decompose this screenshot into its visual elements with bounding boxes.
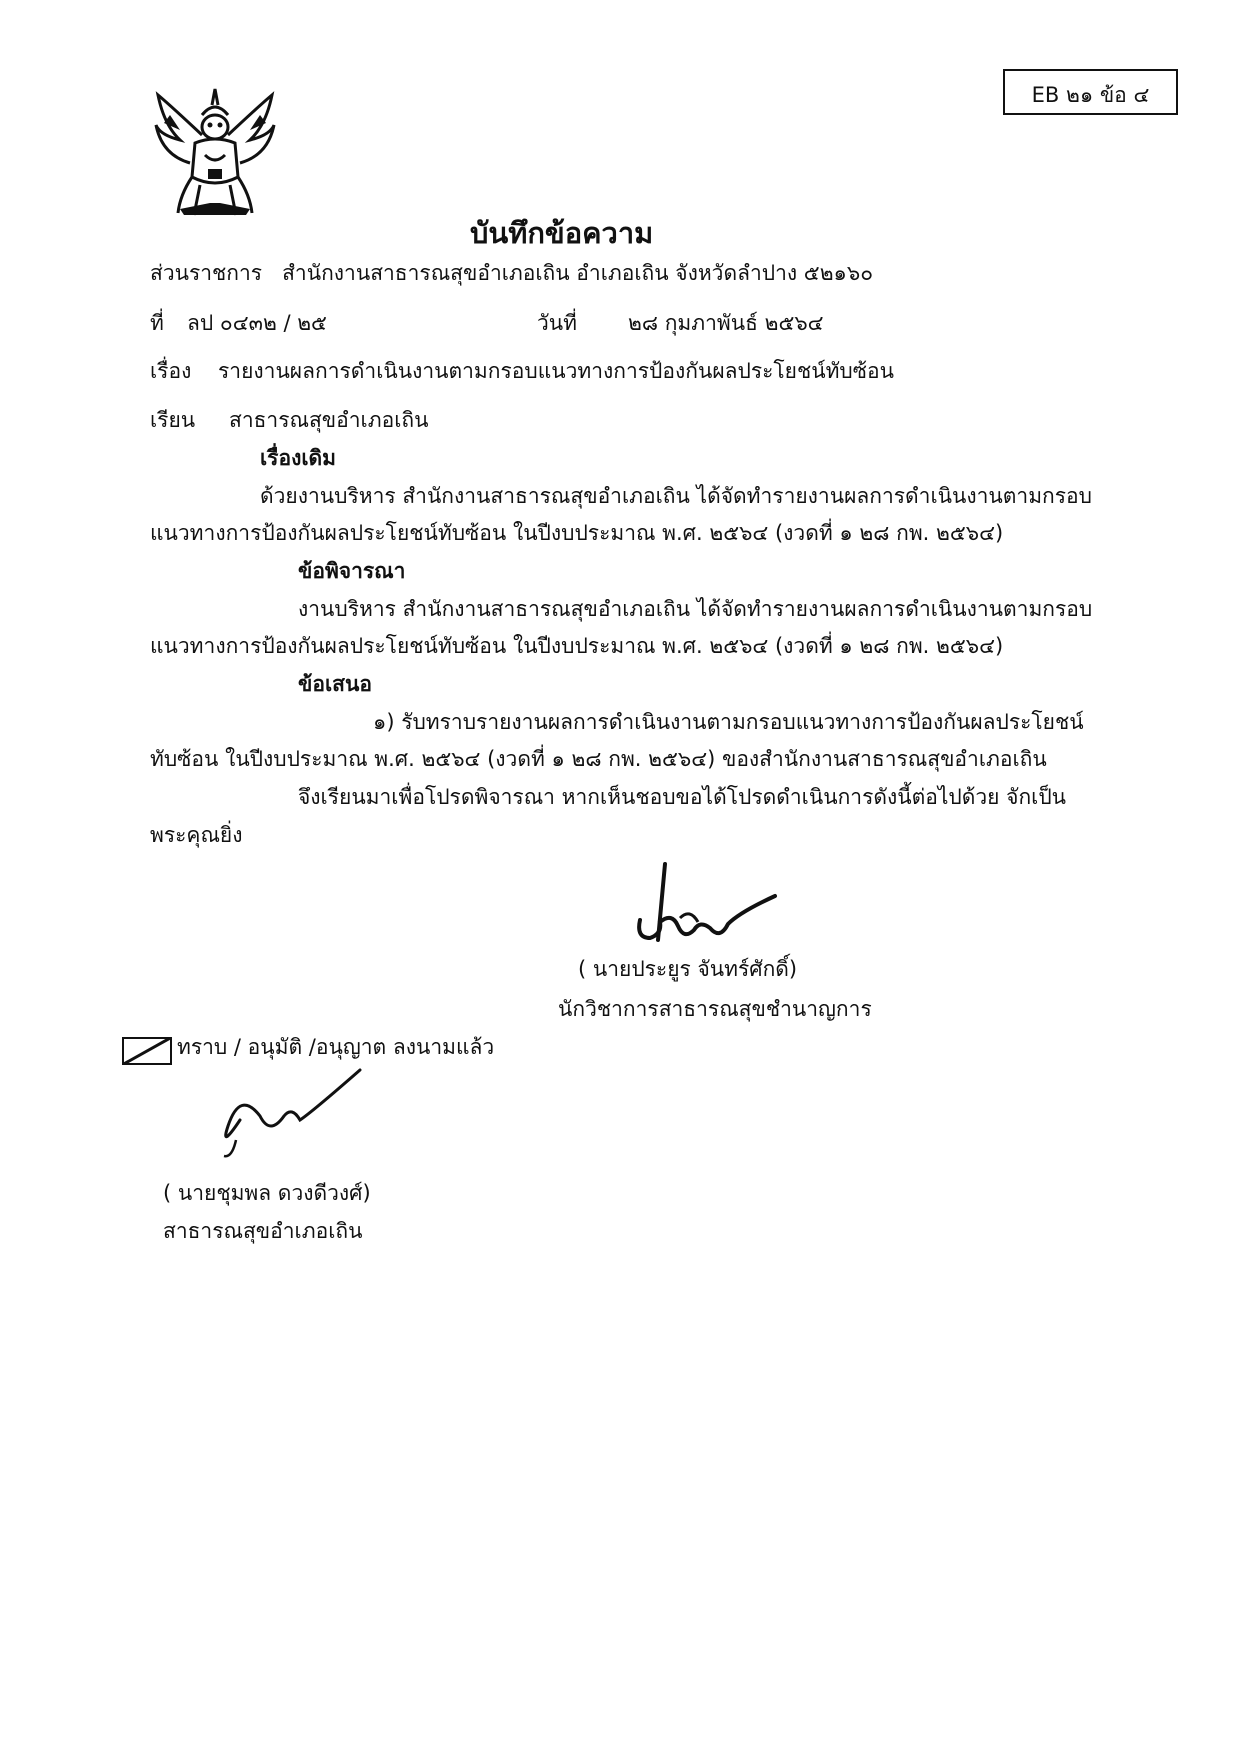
to-label: เรียน (150, 408, 196, 432)
approver-name: ( นายชุมพล ดวงดีวงศ์) (163, 1181, 371, 1205)
proposal-heading: ข้อเสนอ (298, 672, 372, 696)
signer-position: นักวิชาการสาธารณสุขชำนาญการ (558, 997, 872, 1021)
checkmark-icon (122, 1037, 172, 1065)
approval-checkbox[interactable] (122, 1037, 172, 1065)
consideration-heading: ข้อพิจารณา (298, 559, 406, 583)
agency-label: ส่วนราชการ (150, 261, 263, 285)
subject-label: เรื่อง (150, 359, 192, 383)
proposal-line-1: ๑) รับทราบรายงานผลการดำเนินงานตามกรอบแนวทางการป้องกันผลประโยชน์ (373, 710, 1084, 734)
signer-signature (610, 860, 780, 955)
approver-signature (200, 1040, 370, 1160)
consideration-line-1: งานบริหาร สำนักงานสาธารณสุขอำเภอเถิน ได้จัดทำรายงานผลการดำเนินงานตามกรอบ (298, 597, 1093, 621)
proposal-line-2: ทับซ้อน ในปีงบประมาณ พ.ศ. ๒๕๖๔ (งวดที่ ๑ ๒๘ กพ. ๒๕๖๔) ของสำนักงานสาธารณสุขอำเภอเถิน (150, 747, 1047, 771)
document-tag-box (1003, 69, 1178, 115)
date-value: ๒๘ กุมภาพันธ์ ๒๕๖๔ (628, 311, 824, 335)
page-title: บันทึกข้อความ (470, 216, 654, 250)
signer-name: ( นายประยูร จันทร์ศักดิ์) (578, 957, 798, 981)
to-value: สาธารณสุขอำเภอเถิน (229, 408, 429, 432)
background-line-1: ด้วยงานบริหาร สำนักงานสาธารณสุขอำเภอเถิน ได้จัดทำรายงานผลการดำเนินงานตามกรอบ (260, 484, 1092, 508)
agency-row (150, 258, 873, 288)
date-label: วันที่ (537, 311, 577, 335)
document-tag: EB ๒๑ ข้อ ๔ (1031, 83, 1150, 107)
closing-line-2: พระคุณยิ่ง (150, 823, 243, 847)
agency-value: สำนักงานสาธารณสุขอำเภอเถิน อำเภอเถิน จังหวัดลำปาง ๕๒๑๖๐ (282, 261, 874, 285)
approver-position: สาธารณสุขอำเภอเถิน (163, 1219, 363, 1243)
ref-value: ลป ๐๔๓๒ / ๒๕ (187, 311, 327, 335)
subject-value: รายงานผลการดำเนินงานตามกรอบแนวทางการป้องกันผลประโยชน์ทับซ้อน (218, 359, 894, 383)
subject-row (150, 356, 894, 386)
ref-label: ที่ (150, 311, 164, 335)
garuda-emblem (150, 85, 280, 220)
closing-line-1: จึงเรียนมาเพื่อโปรดพิจารณา หากเห็นชอบขอได้โปรดดำเนินการดังนี้ต่อไปด้วย จักเป็น (298, 785, 1067, 809)
consideration-line-2: แนวทางการป้องกันผลประโยชน์ทับซ้อน ในปีงบประมาณ พ.ศ. ๒๕๖๔ (งวดที่ ๑ ๒๘ กพ. ๒๕๖๔) (150, 634, 1004, 658)
approval-options: ทราบ / อนุมัติ /อนุญาต ลงนามแล้ว (177, 1035, 495, 1059)
background-line-2: แนวทางการป้องกันผลประโยชน์ทับซ้อน ในปีงบประมาณ พ.ศ. ๒๕๖๔ (งวดที่ ๑ ๒๘ กพ. ๒๕๖๔) (150, 521, 1004, 545)
background-heading: เรื่องเดิม (260, 446, 336, 470)
